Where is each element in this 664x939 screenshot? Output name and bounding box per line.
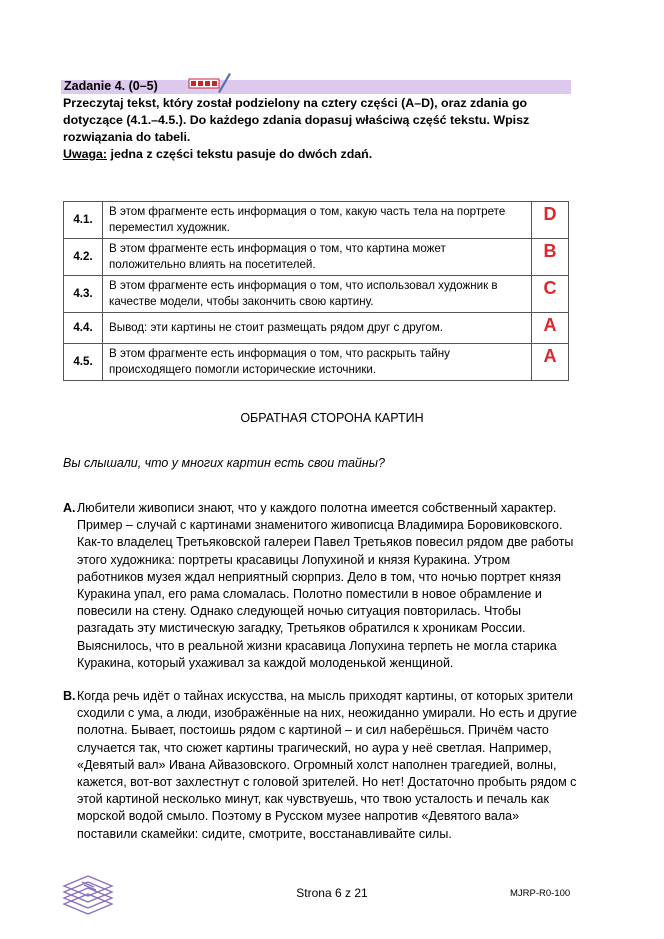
answer-table: [63, 201, 569, 381]
table-row: [64, 313, 569, 344]
row-statement: Вывод: эти картины не стоит размещать рядом друг с другом.: [103, 313, 532, 344]
row-answer[interactable]: C: [532, 276, 569, 313]
row-statement: В этом фрагменте есть информация о том, что картина может положительно влиять на посетителей.: [103, 239, 532, 276]
document-code: MJRP-R0-100: [510, 888, 571, 899]
text-title: ОБРАТНАЯ СТОРОНА КАРТИН: [240, 411, 424, 425]
row-number: 4.3.: [64, 276, 103, 313]
paragraph-label: B.: [63, 689, 76, 703]
keyboard-pen-icon: [188, 70, 232, 94]
row-statement: В этом фрагменте есть информация о том, какую часть тела на портрете переместил художник.: [103, 202, 532, 239]
paragraph-b: [63, 688, 578, 843]
row-answer[interactable]: A: [532, 344, 569, 381]
row-answer[interactable]: A: [532, 313, 569, 344]
table-row: [64, 202, 569, 239]
row-answer[interactable]: D: [532, 202, 569, 239]
row-statement: В этом фрагменте есть информация о том, что раскрыть тайну происходящего помогли исторические источники.: [103, 344, 532, 381]
row-answer[interactable]: B: [532, 239, 569, 276]
table-row: [64, 239, 569, 276]
row-statement: В этом фрагменте есть информация о том, что использовал художник в качестве модели, чтобы закончить свою картину.: [103, 276, 532, 313]
table-row: [64, 344, 569, 381]
row-number: 4.4.: [64, 313, 103, 344]
row-number: 4.2.: [64, 239, 103, 276]
task-title: Zadanie 4. (0–5): [64, 79, 158, 93]
paragraph-label: A.: [63, 501, 76, 515]
table-row: [64, 276, 569, 313]
instruction-text: Przeczytaj tekst, który został podzielony na cztery części (A–D), oraz zdania go dotyczące (4.1.–4.5.). Do każdego zdania dopasuj właściwą część tekstu. Wpisz rozwiązania do tabeli.: [63, 96, 530, 144]
row-number: 4.5.: [64, 344, 103, 381]
text-subtitle: Вы слышали, что у многих картин есть свои тайны?: [63, 456, 385, 470]
instruction-note: [63, 146, 563, 163]
paragraph-a: [63, 500, 578, 672]
paragraph-body: Когда речь идёт о тайнах искусства, на мысль приходят картины, от которых зрители сходили с ума, а люди, изображённые на них, неожиданно умирали. Но есть и другие полотна. Бывает, постоишь рядом с картиной – и сил наберёшься. Причём часто случается так, что сюжет картины трагический, но аура у неё светлая. Например, «Девятый вал» Ивана Айвазовского. Огромный холст наполнен трагедией, волны, кажется, вот-вот захлестнут с головой зрителей. Но нет! Достаточно пробыть рядом с этой картиной несколько минут, как чувствуешь, что твою усталость и печаль как морской водой смыло. Поэтому в Русском музее напротив «Девятого вала» поставили скамейки: сидите, смотрите, восстанавливайте силы.: [77, 689, 577, 841]
task-instructions: [63, 95, 563, 163]
note-text: jedna z części tekstu pasuje do dwóch zdań.: [107, 147, 373, 161]
row-number: 4.1.: [64, 202, 103, 239]
note-label: Uwaga:: [63, 147, 108, 161]
page-number: Strona 6 z 21: [296, 886, 368, 900]
paragraph-body: Любители живописи знают, что у каждого полотна имеется собственный характер. Пример – случай с картинами знаменитого живописца Владимира Боровиковского. Как-то владелец Третьяковской галереи Павел Третьяков повесил рядом две работы этого художника: портреты красавицы Лопухиной и князя Куракина. Утром работников музея ждал неприятный сюрприз. Дело в том, что ночью портрет князя Куракина упал, его рама сломалась. Полотно поместили в новое обрамление и повесили на стену. Однако следующей ночью ситуация повторилась. Чтобы разгадать эту мистическую загадку, Третьяков обратился к хроникам России. Выяснилось, что в реальной жизни красавица Лопухина терпеть не могла старика Куракина, который ухаживал за каждой молоденькой женщиной.: [77, 501, 574, 670]
